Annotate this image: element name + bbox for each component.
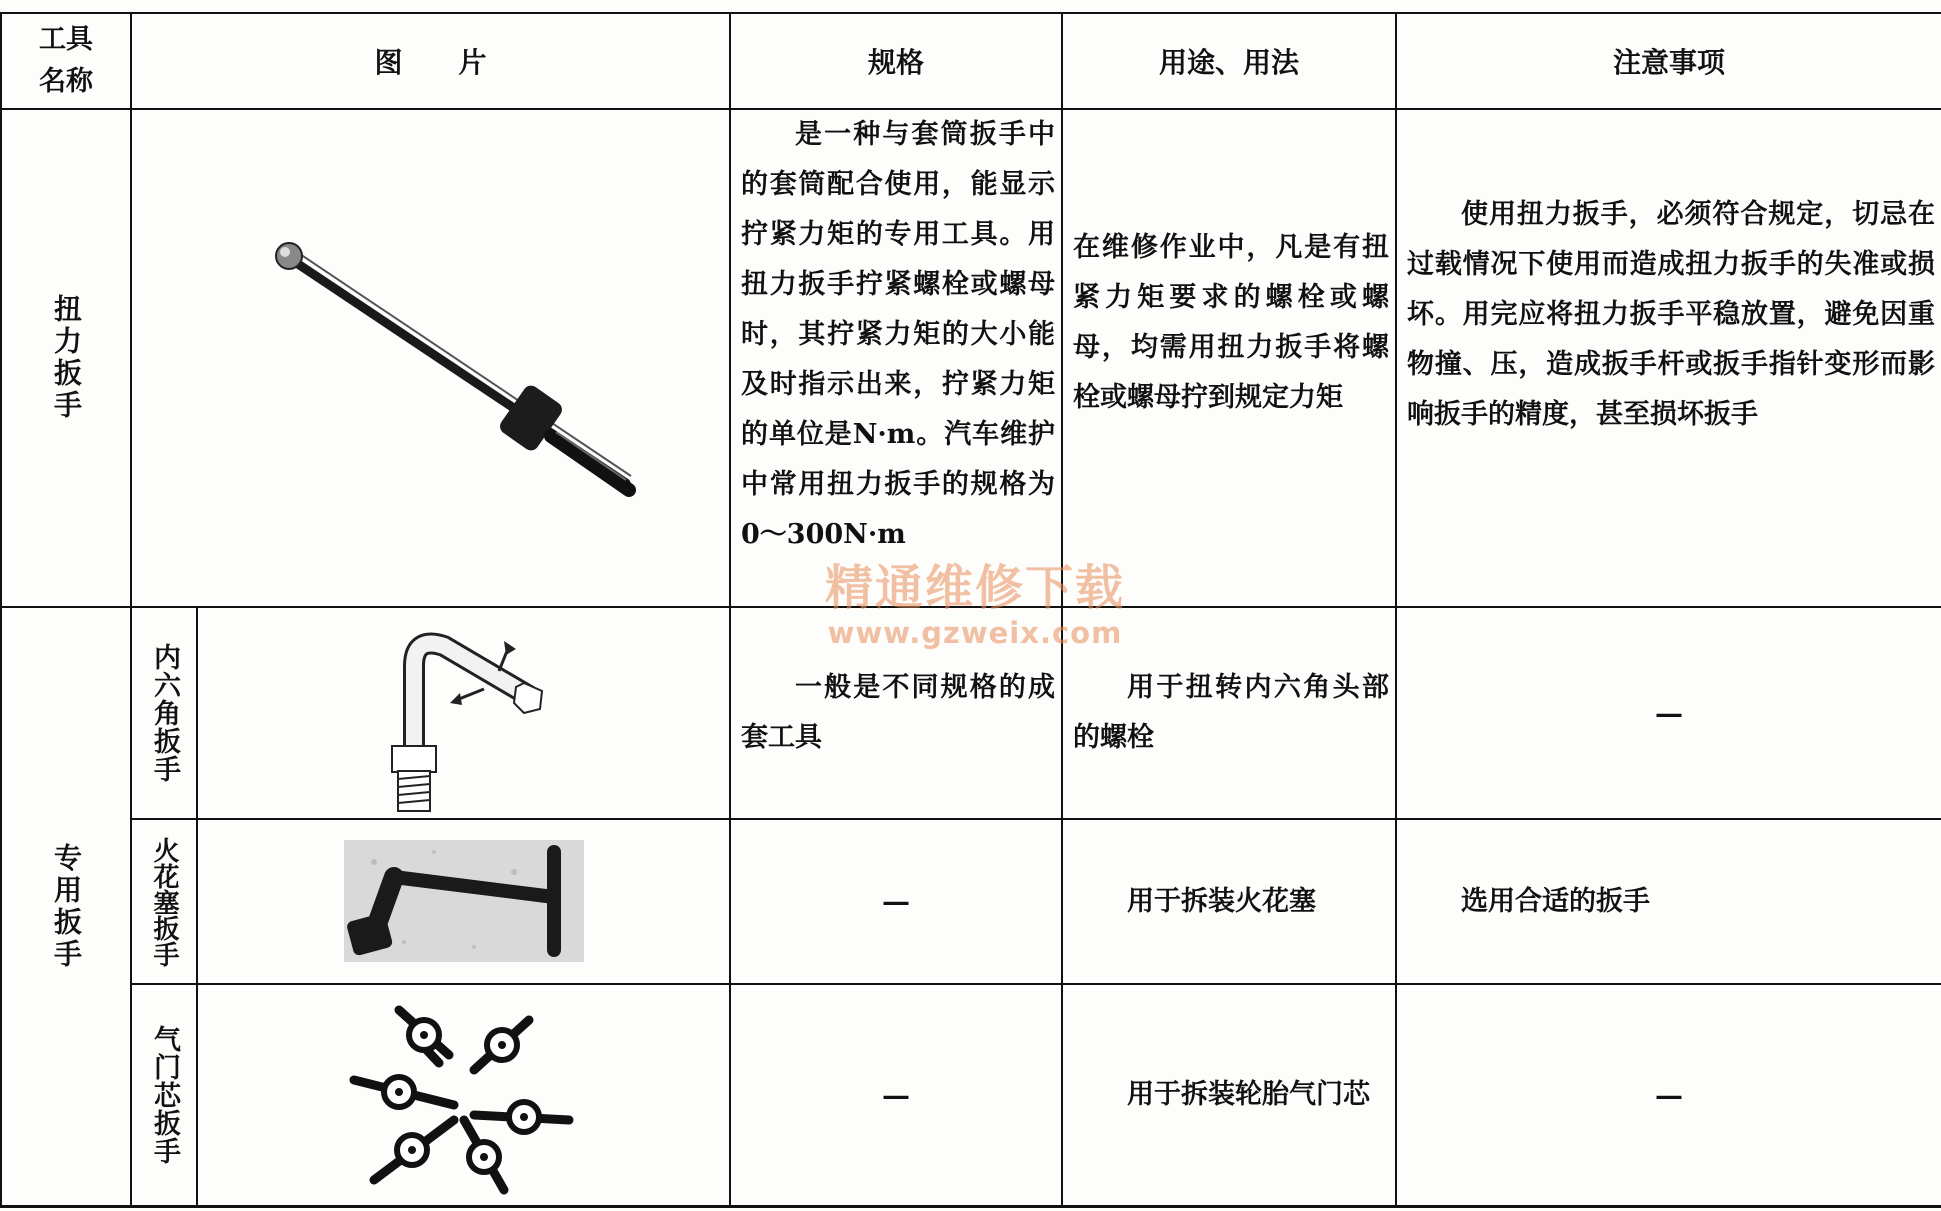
hex-key-usage: 用于扭转内六角头部的螺栓 (1073, 672, 1390, 753)
valve-core-wrench-picture-cell (197, 984, 730, 1206)
spark-plug-wrench-picture-cell (197, 819, 730, 984)
special-wrench-group-name: 专用扳手 (50, 842, 83, 971)
table-row-torque-wrench (1, 109, 1941, 607)
special-wrench-group-cell (1, 607, 131, 1206)
spark-plug-wrench-icon (314, 832, 614, 972)
valve-core-wrench-spec: — (882, 1078, 911, 1112)
header-usage: 用途、用法 (1062, 13, 1396, 109)
hex-key-icon (354, 611, 574, 816)
torque-wrench-notes-cell (1396, 109, 1941, 607)
hex-key-picture-cell (197, 607, 730, 819)
valve-core-wrench-name-cell (131, 984, 197, 1206)
valve-core-wrench-notes-cell (1396, 984, 1941, 1206)
torque-wrench-picture-cell (131, 109, 730, 607)
torque-wrench-spec-cell (730, 109, 1062, 607)
valve-core-wrench-notes: — (1655, 1078, 1684, 1112)
watermark-title: 精通维修下载 (824, 560, 1125, 616)
valve-core-wrench-usage-cell (1062, 984, 1396, 1206)
bottom-rule (0, 1205, 1941, 1208)
valve-core-wrench-usage: 用于拆装轮胎气门芯 (1127, 1079, 1371, 1110)
table-row-hex-key (1, 607, 1941, 819)
spark-plug-wrench-spec-cell (730, 819, 1062, 984)
torque-wrench-usage-cell (1062, 109, 1396, 607)
header-picture: 图 片 (131, 13, 730, 109)
table-row-valve-core-wrench (1, 984, 1941, 1206)
torque-wrench-usage: 在维修作业中，凡是有扭紧力矩要求的螺栓或螺母，均需用扭力扳手将螺栓或螺母拧到规定力矩 (1073, 232, 1390, 413)
spark-plug-wrench-notes-cell (1396, 819, 1941, 984)
table-row-spark-plug-wrench (1, 819, 1941, 984)
header-spec: 规格 (730, 13, 1062, 109)
hex-key-usage-cell (1062, 607, 1396, 819)
spark-plug-wrench-usage: 用于拆装火花塞 (1127, 885, 1317, 917)
spark-plug-wrench-spec: — (882, 885, 911, 918)
torque-wrench-icon (151, 118, 711, 598)
tool-table (0, 12, 1941, 1207)
hex-key-spec-cell (730, 607, 1062, 819)
spark-plug-wrench-name: 火花塞扳手 (149, 836, 179, 967)
valve-core-wrench-name: 气门芯扳手 (149, 1025, 180, 1165)
spark-plug-wrench-notes: 选用合适的扳手 (1461, 885, 1651, 917)
torque-wrench-name: 扭力扳手 (50, 294, 83, 422)
hex-key-name: 内六角扳手 (149, 643, 180, 783)
hex-key-name-cell (131, 607, 197, 819)
torque-wrench-notes: 使用扭力扳手，必须符合规定，切忌在过载情况下使用而造成扭力扳手的失准或损坏。用完应将扭力扳手平稳放置，避免因重物撞、压，造成扳手杆或扳手指针变形而影响扳手的精度，甚至损坏扳手 (1407, 199, 1936, 430)
torque-wrench-name-cell (1, 109, 131, 607)
spark-plug-wrench-name-cell (131, 819, 197, 984)
watermark-url: www.gzweix.com (827, 616, 1123, 650)
header-notes: 注意事项 (1396, 13, 1941, 109)
spark-plug-wrench-usage-cell (1062, 819, 1396, 984)
torque-wrench-spec: 是一种与套筒扳手中的套筒配合使用，能显示拧紧力矩的专用工具。用扭力扳手拧紧螺栓或螺母时，其拧紧力矩的大小能及时指示出来，拧紧力矩的单位是N·m。汽车维护中常用扭力扳手的规格为0～300N·m (741, 119, 1056, 550)
valve-core-wrench-icon (344, 995, 584, 1195)
hex-key-notes: — (1655, 696, 1684, 730)
hex-key-spec: 一般是不同规格的成套工具 (741, 672, 1056, 753)
table-header-row (1, 13, 1941, 109)
hex-key-notes-cell (1396, 607, 1941, 819)
valve-core-wrench-spec-cell (730, 984, 1062, 1206)
header-tool-name: 工具 名称 (1, 13, 131, 109)
